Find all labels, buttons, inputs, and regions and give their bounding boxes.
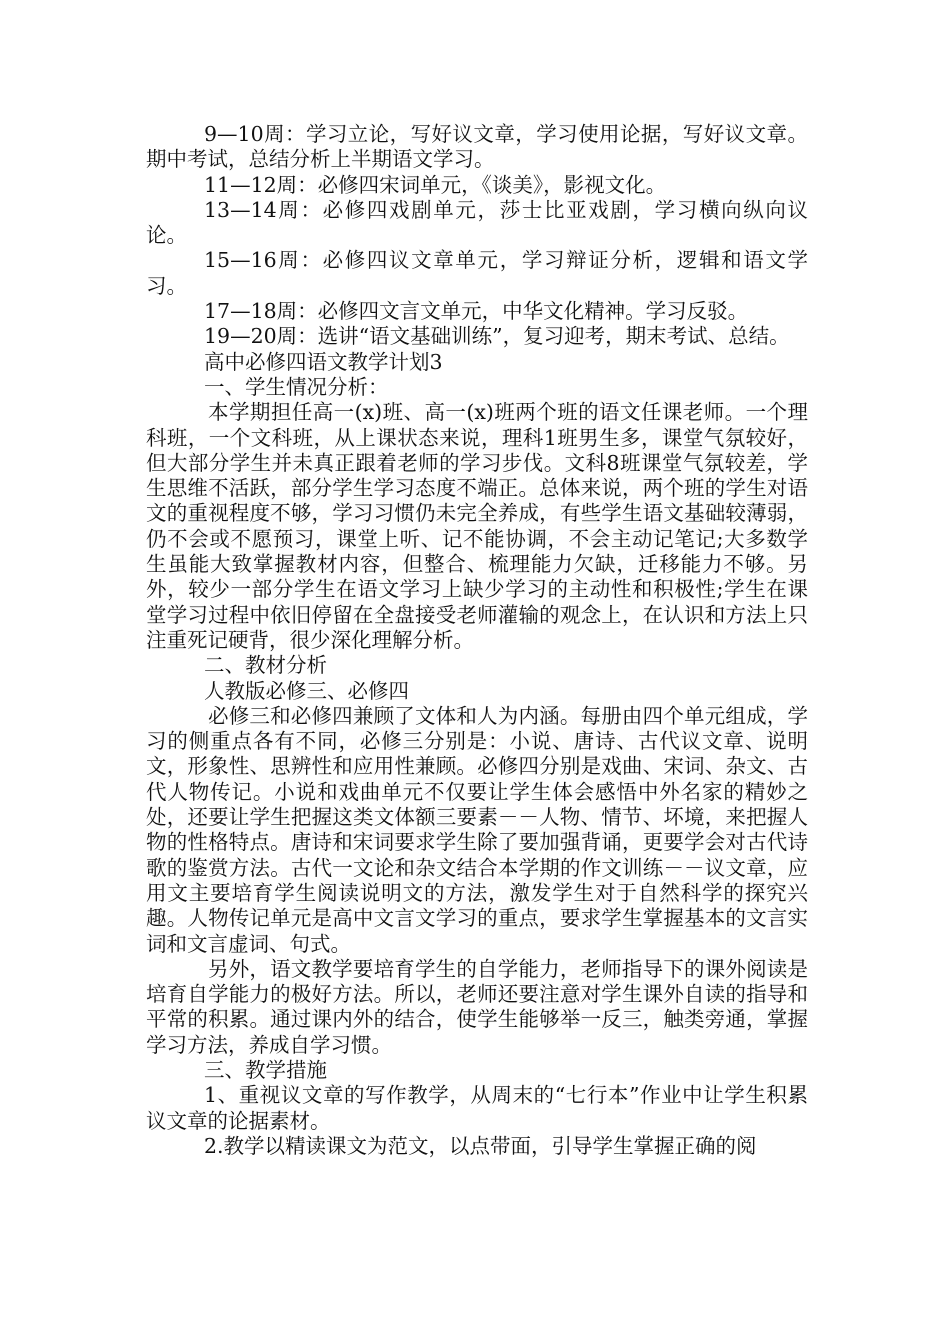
heading-teaching-measures: 三、教学措施 (204, 1057, 327, 1082)
paragraph-measure-2: 2.教学以精读课文为范文，以点带面，引导学生掌握正确的阅 (204, 1133, 757, 1158)
paragraph-week-9-10: 9—10周：学习立论，写好议文章，学习使用论据，写好议文章。期中考试，总结分析上半期语文学习。 (146, 122, 808, 172)
paragraph-week-17-18: 17—18周：必修四文言文单元，中华文化精神。学习反驳。 (204, 299, 749, 324)
paragraph-week-19-20: 19—20周：选讲“语文基础训练”，复习迎考，期末考试、总结。 (204, 324, 790, 349)
paragraph-student-analysis: 本学期担任高一(x)班、高一(x)班两个班的语文任课老师。一个理科班，一个文科班，从上课状态来说，理科1班男生多，课堂气氛较好，但大部分学生并未真正跟着老师的学习步伐。文科8班课堂气氛较差，学生思维不活跃，部分学生学习态度不端正。总体来说，两个班的学生对语文的重视程度不够，学习习惯仍未完全养成，有些学生语文基础较薄弱，仍不会或不愿预习，课堂上听、记不能协调，不会主动记笔记;大多数学生虽能大致掌握教材内容，但整合、梳理能力欠缺，迁移能力不够。另外，较少一部分学生在语文学习上缺少学习的主动性和积极性;学生在课堂学习过程中依旧停留在全盘接受老师灌输的观念上，在认识和方法上只注重死记硬背，很少深化理解分析。 (146, 400, 808, 652)
paragraph-self-study: 另外，语文教学要培育学生的自学能力，老师指导下的课外阅读是培育自学能力的极好方法。所以，老师还要注意对学生课外自读的指导和平常的积累。通过课内外的结合，使学生能够举一反三，触类旁通，掌握学习方法，养成自学习惯。 (146, 956, 808, 1057)
section-title-plan-3: 高中必修四语文教学计划3 (204, 349, 443, 374)
heading-textbook-analysis: 二、教材分析 (204, 653, 327, 678)
paragraph-textbook-content: 必修三和必修四兼顾了文体和人为内涵。每册由四个单元组成，学习的侧重点各有不同，必修三分别是：小说、唐诗、古代议文章、说明文，形象性、思辨性和应用性兼顾。必修四分别是戏曲、宋词、杂文、古代人物传记。小说和戏曲单元不仅要让学生体会感悟中外名家的精妙之处，还要让学生把握这类文体额三要素－－人物、情节、坏境，来把握人物的性格特点。唐诗和宋词要求学生除了要加强背诵，更要学会对古代诗歌的鉴赏方法。古代一文论和杂文结合本学期的作文训练－－议文章，应用文主要培育学生阅读说明文的方法，激发学生对于自然科学的探究兴趣。人物传记单元是高中文言文学习的重点，要求学生掌握基本的文言实词和文言虚词、句式。 (146, 703, 808, 956)
paragraph-textbook-edition: 人教版必修三、必修四 (204, 678, 409, 703)
paragraph-week-11-12: 11—12周：必修四宋词单元，《谈美》，影视文化。 (204, 172, 667, 197)
paragraph-week-13-14: 13—14周：必修四戏剧单元，莎士比亚戏剧，学习横向纵向议论。 (146, 197, 808, 248)
document-page (146, 122, 808, 1159)
paragraph-week-15-16: 15—16周：必修四议文章单元，学习辩证分析，逻辑和语文学习。 (146, 248, 808, 298)
heading-student-analysis: 一、学生情况分析： (204, 374, 389, 399)
paragraph-measure-1: 1、重视议文章的写作教学，从周末的“七行本”作业中让学生积累议文章的论据素材。 (146, 1083, 808, 1133)
